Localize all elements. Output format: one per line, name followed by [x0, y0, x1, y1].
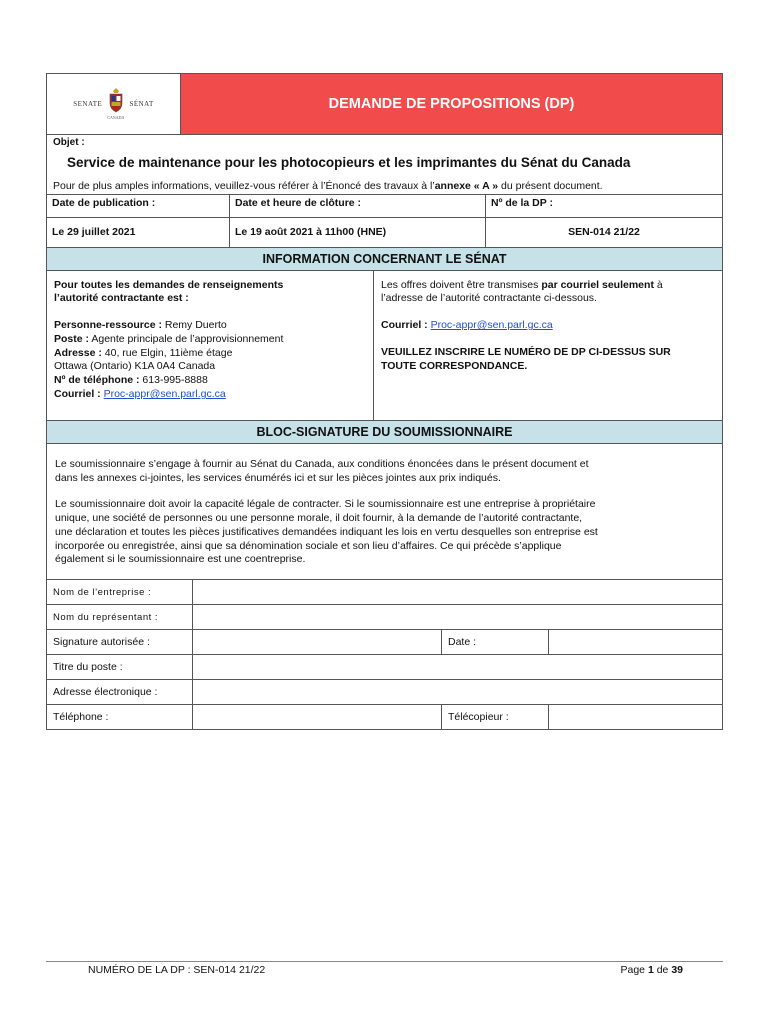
submission-email-link[interactable]: Proc-appr@sen.parl.gc.ca: [430, 319, 553, 332]
company-label: Nom de l’entreprise :: [47, 580, 193, 605]
senate-info-band: INFORMATION CONCERNANT LE SÉNAT: [46, 248, 723, 271]
contact-address-line2: Ottawa (Ontario) K1A 0A4 Canada: [54, 360, 216, 373]
rep-label: Nom du représentant :: [47, 605, 193, 630]
left-heading-1: Pour toutes les demandes de renseignements: [54, 278, 284, 291]
pub-date-label: Date de publication :: [47, 195, 230, 217]
dp-number-value: SEN-014 21/22: [486, 217, 723, 247]
dp-number-label: Nº de la DP :: [486, 195, 723, 217]
para2-line1: Le soumissionnaire doit avoir la capacité légale de contracter. Si le soumissionnaire est une entreprise à propriétaire: [55, 498, 596, 511]
fax-field[interactable]: [549, 705, 723, 730]
title-field[interactable]: [193, 655, 723, 680]
para2-line3: une déclaration et toutes les pièces justificatives demandées indiquant les lois en vertu desquelles son entreprise est: [55, 525, 598, 538]
date-field[interactable]: [549, 630, 723, 655]
submission-email: Courriel : Proc-appr@sen.parl.gc.ca: [381, 319, 553, 332]
signature-field[interactable]: [193, 630, 442, 655]
header: [46, 73, 723, 135]
contact-address: Adresse : 40, rue Elgin, 11ième étage: [54, 346, 233, 359]
page-footer: [46, 961, 723, 976]
date-label: Date :: [442, 630, 549, 655]
notice-line-1: VEUILLEZ INSCRIRE LE NUMÉRO DE DP CI-DESSUS SUR: [381, 345, 671, 358]
info-line: [53, 170, 716, 192]
submission-text: Les offres doivent être transmises par courriel seulement à: [381, 278, 663, 291]
notice-line-2: TOUTE CORRESPONDANCE.: [381, 359, 528, 372]
submission-text-line2: l’adresse de l’autorité contractante ci-dessous.: [381, 292, 597, 305]
company-field[interactable]: [193, 580, 723, 605]
senate-crest-icon: [107, 88, 124, 120]
document-title: DEMANDE DE PROPOSITIONS (DP): [181, 74, 722, 134]
email-field[interactable]: [193, 680, 723, 705]
title-label: Titre du poste :: [47, 655, 193, 680]
phone-field[interactable]: [193, 705, 442, 730]
rep-field[interactable]: [193, 605, 723, 630]
close-date-label: Date et heure de clôture :: [230, 195, 486, 217]
logo-word-left: SENATE: [73, 100, 103, 108]
objet-section: [46, 135, 723, 195]
left-heading-2: l’autorité contractante est :: [54, 292, 189, 305]
senate-info-table: [46, 271, 723, 422]
senate-logo: [47, 74, 181, 134]
info-annex: annexe « A »: [434, 180, 499, 192]
info-suffix: du présent document.: [498, 180, 603, 192]
page-number: Page 1 de 39: [620, 964, 683, 976]
logo-caption: CANADA: [107, 115, 125, 120]
submission-cell: [374, 271, 723, 421]
para1-line1: Le soumissionnaire s’engage à fournir au Sénat du Canada, aux conditions énoncées dans le présent document et: [55, 458, 589, 470]
signature-band: BLOC-SIGNATURE DU SOUMISSIONNAIRE: [46, 421, 723, 444]
objet-label: Objet :: [53, 137, 85, 148]
pub-date-value: Le 29 juillet 2021: [47, 217, 230, 247]
para2-line4: incorporée ou enregistrée, ainsi que sa dénomination sociale et son lieu d’affaires. Ce qui précède s’applique: [55, 539, 562, 552]
footer-dp-number: NUMÉRO DE LA DP : SEN-014 21/22: [88, 964, 266, 976]
phone-label: Téléphone :: [47, 705, 193, 730]
logo-word-right: SÉNAT: [129, 100, 154, 108]
contracting-authority-cell: [47, 271, 374, 421]
contact-email: Courriel : Proc-appr@sen.parl.gc.ca: [54, 388, 226, 401]
objet-title: Service de maintenance pour les photocopieurs et les imprimantes du Sénat du Canada: [67, 155, 631, 170]
signature-text: [46, 444, 723, 580]
contact-phone: Nº de téléphone : 613-995-8888: [54, 374, 208, 387]
dates-table: [46, 195, 723, 248]
para2-line5: également si le soumissionnaire est une coentreprise.: [55, 553, 306, 566]
para1-line2: dans les annexes ci-jointes, les services énumérés ici et sur les pièces jointes aux prix indiqués.: [55, 471, 501, 484]
signature-label: Signature autorisée :: [47, 630, 193, 655]
close-date-value: Le 19 août 2021 à 11h00 (HNE): [230, 217, 486, 247]
info-prefix: Pour de plus amples informations, veuillez-vous référer à l’Énoncé des travaux à l’: [53, 180, 435, 192]
contact-position: Poste : Agente principale de l’approvisionnement: [54, 332, 284, 345]
bidder-form: [46, 580, 723, 731]
contact-email-link[interactable]: Proc-appr@sen.parl.gc.ca: [103, 388, 226, 401]
email-label: Adresse électronique :: [47, 680, 193, 705]
fax-label: Télécopieur :: [442, 705, 549, 730]
contact-person: Personne-ressource : Remy Duerto: [54, 319, 227, 332]
rfp-cover-page: [46, 73, 723, 730]
para2-line2: unique, une société de personnes ou une personne morale, il doit fournir, à la demande de l’autorité contractante,: [55, 512, 583, 525]
